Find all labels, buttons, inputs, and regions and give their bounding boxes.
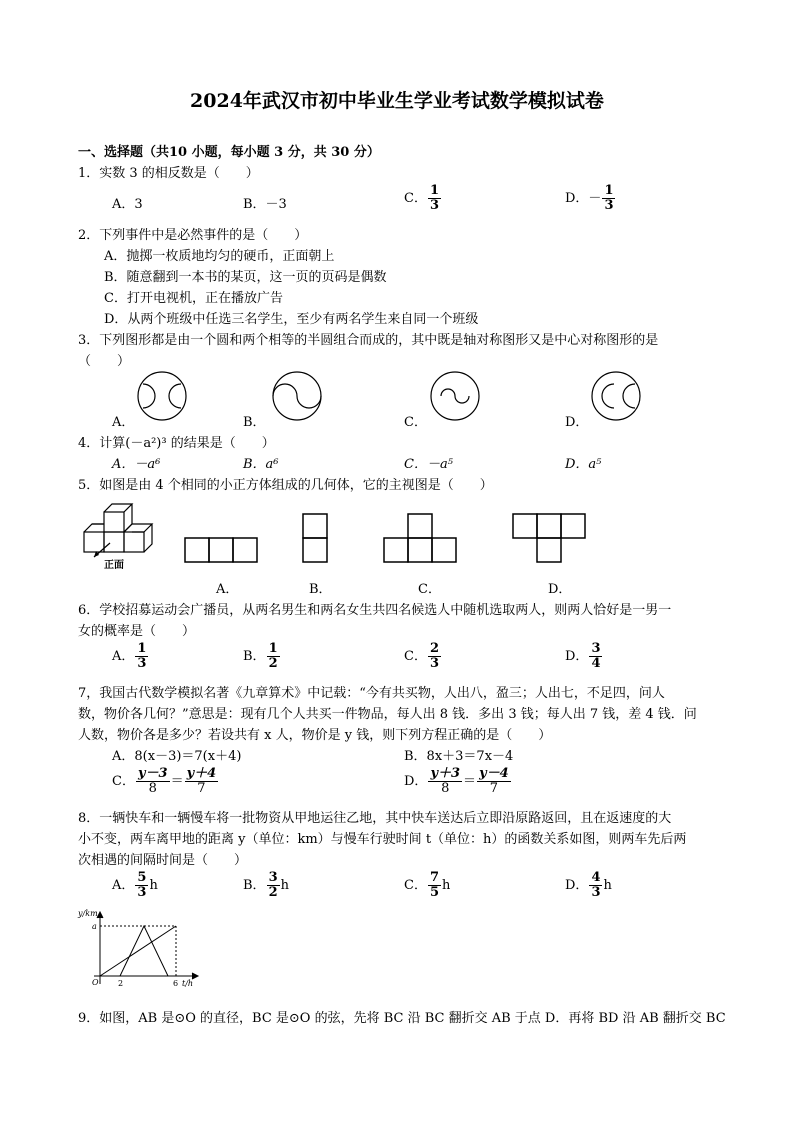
- q8-graph-a-label: a: [92, 922, 97, 931]
- q5-option-d: D．: [548, 582, 572, 597]
- q2-stem: 2．下列事件中是必然事件的是（ ）: [78, 228, 308, 243]
- q7-option-c: C． $\frac{y-3}{8}$ ＝ $\frac{y+4}{7}$: [112, 766, 217, 796]
- q1-stem: 1．实数 3 的相反数是（ ）: [78, 166, 259, 181]
- q6-option-a: A． $\frac{1}{3}$: [112, 641, 147, 671]
- q8-option-d: D． $\frac{4}{3}$ h: [565, 870, 612, 900]
- q5-figure-b: [302, 513, 330, 563]
- q8-graph-xlabel: t/h: [182, 979, 194, 988]
- q1-option-b: B．－3: [243, 197, 287, 212]
- q2-option-c: C．打开电视机，正在播放广告: [104, 291, 283, 306]
- q3-option-b: B．: [243, 415, 266, 430]
- q2-option-b: B．随意翻到一本书的某页，这一页的页码是偶数: [104, 270, 387, 285]
- q3-figure-b: [272, 371, 322, 421]
- q5-option-b: B．: [309, 582, 332, 597]
- q7-stem-line2: 数，物价各几何？”意思是：现有几个人共买一件物品，每人出 8 钱．多出 3 钱；每人出 7 钱，差 4 钱．问: [78, 707, 697, 722]
- q6-option-b: B． $\frac{1}{2}$: [243, 641, 278, 671]
- q5-front-label: 正面: [104, 560, 124, 571]
- q8-stem-line2: 小不变，两车离甲地的距离 y（单位：km）与慢车行驶时间 t（单位：h）的函数关系如图，则两车先后两: [78, 832, 687, 847]
- q7-stem-line1: 7，我国古代数学模拟名著《九章算术》中记载：“今有共买物，人出八，盈三；人出七，不足四，问人: [78, 686, 665, 701]
- q4-option-a: A．－a⁶: [112, 457, 161, 472]
- q6-stem-line2: 女的概率是（ ）: [78, 624, 196, 639]
- q5-stem: 5．如图是由 4 个相同的小正方体组成的几何体，它的主视图是（ ）: [78, 478, 493, 493]
- q4-option-b: B．a⁶: [243, 457, 279, 472]
- q3-stem-line1: 3．下列图形都是由一个圆和两个相等的半圆组合而成的，其中既是轴对称图形又是中心对称图形的是: [78, 333, 659, 348]
- q8-option-c: C． $\frac{7}{5}$ h: [404, 870, 451, 900]
- q7-option-a: A．8(x－3)＝7(x＋4): [112, 749, 242, 764]
- q8-graph-tick-6: 6: [173, 979, 179, 988]
- section-heading: 一、选择题（共10 小题，每小题 3 分，共 30 分）: [78, 145, 380, 160]
- q2-option-d: D．从两个班级中任选三名学生，至少有两名学生来自同一个班级: [104, 312, 479, 327]
- q6-option-c: C． $\frac{2}{3}$: [404, 641, 439, 671]
- q2-option-a: A．抛掷一枚质地均匀的硬币，正面朝上: [104, 249, 335, 264]
- q3-figure-a: [137, 371, 187, 421]
- q3-figure-d: [591, 371, 641, 421]
- q4-option-d: D．a⁵: [565, 457, 602, 472]
- q6-option-d: D． $\frac{3}{4}$: [565, 641, 601, 671]
- q1-option-d: D．－ $\frac{1}{3}$: [565, 183, 614, 213]
- q8-option-b: B． $\frac{3}{2}$ h: [243, 870, 289, 900]
- q3-option-c: C．: [404, 415, 427, 430]
- q4-option-c: C．－a⁵: [404, 457, 453, 472]
- q5-figure-c: [383, 513, 459, 563]
- q8-graph: [78, 908, 208, 990]
- q7-option-b: B．8x＋3＝7x－4: [404, 749, 514, 764]
- q4-stem: 4．计算(－a²)³ 的结果是（ ）: [78, 436, 275, 451]
- q5-option-c: C．: [418, 582, 441, 597]
- q1-option-c: C． $\frac{1}{3}$: [404, 183, 439, 213]
- q5-figure-d: [512, 513, 588, 563]
- q3-option-d: D．: [565, 415, 589, 430]
- q6-stem-line1: 6．学校招募运动会广播员，从两名男生和两名女生共四名候选人中随机选取两人，则两人恰好是一男一: [78, 603, 672, 618]
- q8-stem-line1: 8．一辆快车和一辆慢车将一批物资从甲地运往乙地，其中快车送达后立即沿原路返回，且在返速度的大: [78, 811, 672, 826]
- page-title: 2024年武汉市初中毕业生学业考试数学模拟试卷: [190, 90, 604, 112]
- q8-graph-origin: O: [92, 978, 99, 987]
- q3-stem-line2: （ ）: [78, 354, 131, 369]
- q8-stem-line3: 次相遇的间隔时间是（ ）: [78, 853, 248, 868]
- q8-option-a: A． $\frac{5}{3}$ h: [112, 870, 158, 900]
- q7-option-d: D． $\frac{y+3}{8}$ ＝ $\frac{y-4}{7}$: [404, 766, 509, 796]
- q3-figure-c: [430, 371, 480, 421]
- q8-graph-tick-2: 2: [118, 979, 124, 988]
- q9-stem: 9．如图，AB 是⊙O 的直径，BC 是⊙O 的弦，先将 BC 沿 BC 翻折交 AB 于点 D．再将 BD 沿 AB 翻折交 BC: [78, 1011, 726, 1026]
- q1-option-a: A．3: [112, 197, 143, 212]
- q5-figure-a: [184, 537, 260, 563]
- q5-option-a: A．: [216, 582, 239, 597]
- q7-stem-line3: 人数，物价各是多少？若设共有 x 人，物价是 y 钱，则下列方程正确的是（ ）: [78, 728, 552, 743]
- q8-graph-ylabel: y/km: [78, 909, 98, 918]
- q3-option-a: A．: [112, 415, 135, 430]
